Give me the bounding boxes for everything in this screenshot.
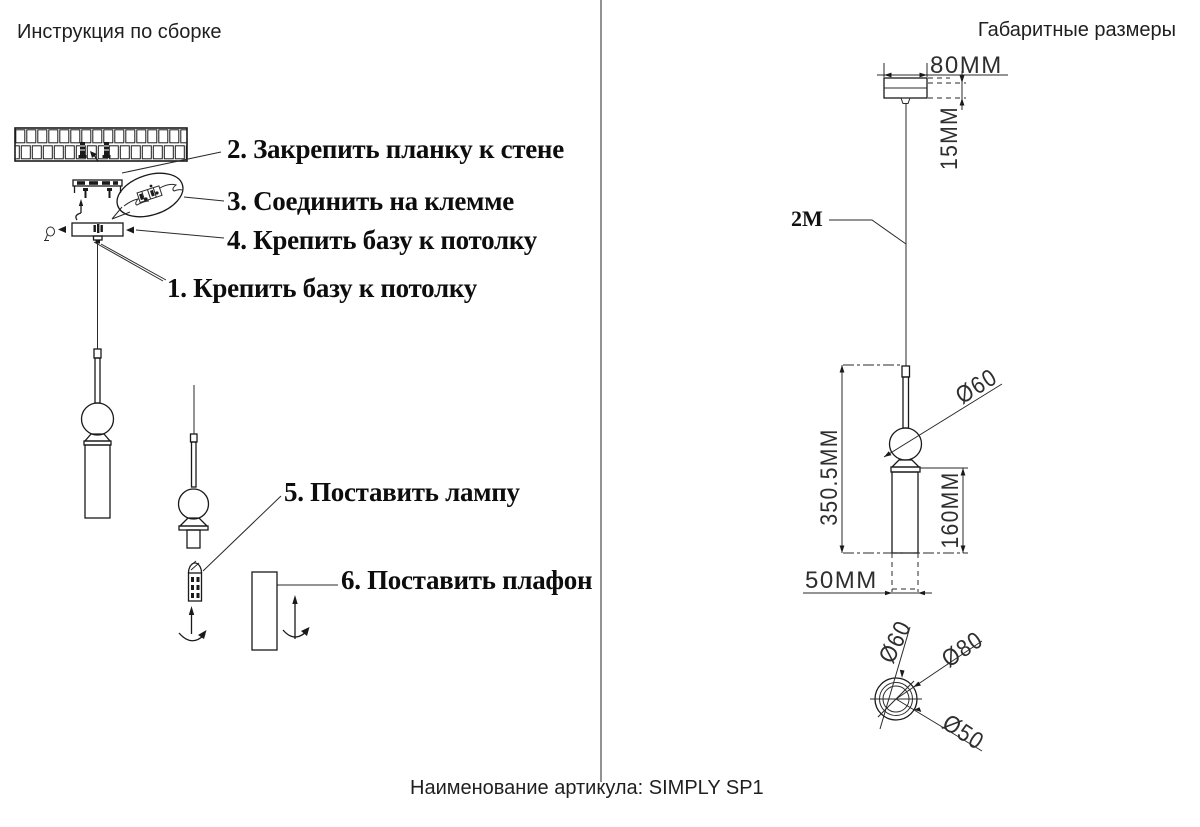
brick-wall-drawing [15, 128, 187, 161]
dim-bottom-d80: Ø80 [936, 626, 989, 674]
leader-lines [94, 152, 338, 585]
insert-arrow-icon [58, 226, 66, 233]
step-2-label: 2. Закрепить планку к стене [227, 134, 564, 164]
dim-bottom-d50: Ø50 [937, 709, 990, 756]
article-name-caption: Наименование артикула: SIMPLY SP1 [410, 777, 764, 799]
step-5-label: 5. Поставить лампу [284, 477, 520, 507]
cord-line [829, 104, 906, 367]
rotate-symbol-icon [44, 227, 55, 241]
lamp-side-view [890, 366, 922, 592]
dim-plate-width: 80MM [930, 52, 1003, 79]
exploded-lamp-drawing [179, 385, 209, 641]
dim-bottom-d60: Ø60 [873, 616, 918, 668]
step-1-label: 1. Крепить базу к потолку [167, 273, 477, 303]
dim-overall-height: 350.5MM [816, 428, 843, 526]
rotate-arrow-icon [179, 606, 207, 641]
dim-shade-width: 50MM [805, 567, 878, 594]
dim-cord-length: 2M [791, 206, 823, 231]
dim-ball-diameter: Ø60 [950, 363, 1003, 410]
step-3-label: 3. Соединить на клемме [227, 186, 514, 216]
pendant-lamp-drawing [82, 242, 114, 518]
dim-plate-height: 15MM [936, 106, 963, 170]
step-6-label: 6. Поставить плафон [341, 565, 593, 595]
shade-drawing [252, 572, 310, 650]
rotate-arrow-icon [283, 595, 310, 639]
bulb-icon [189, 561, 202, 601]
canopy-drawing [44, 223, 134, 244]
mounting-bracket-drawing [73, 180, 122, 220]
insert-arrow-icon [126, 227, 134, 234]
right-section-title: Габаритные размеры [977, 19, 1176, 41]
left-section-title: Инструкция по сборке [17, 21, 222, 43]
dim-shade-height: 160MM [937, 471, 964, 549]
terminal-bubble-drawing [111, 165, 188, 224]
rotate-arrow-icon [76, 199, 83, 220]
step-4-label: 4. Крепить базу к потолку [227, 225, 537, 255]
ceiling-plate-drawing [884, 78, 966, 104]
